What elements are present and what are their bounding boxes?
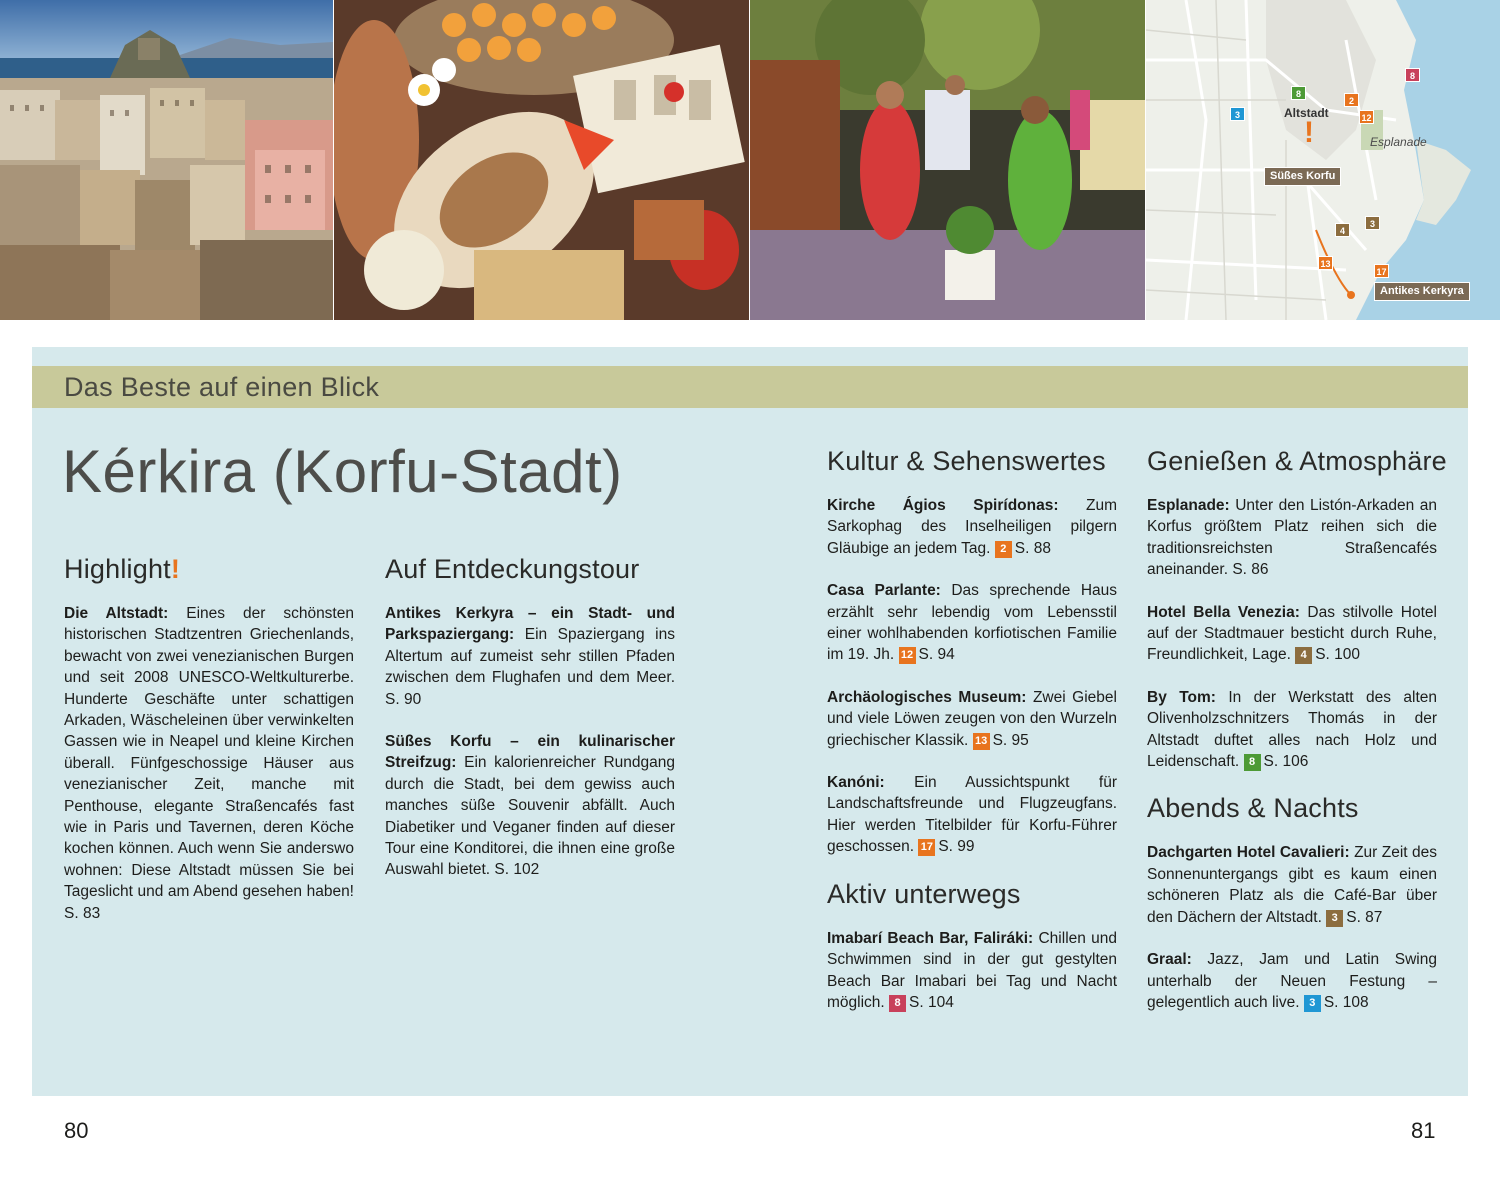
page-reference: S. 108	[1323, 993, 1369, 1011]
column-heading: Kultur & Sehenswertes	[827, 446, 1106, 476]
map-label-tour[interactable]: Süßes Korfu	[1264, 167, 1341, 186]
column-heading: Abends & Nachts	[1147, 793, 1359, 824]
column-highlight	[64, 554, 354, 945]
page-reference: S. 106	[1263, 753, 1309, 771]
entry-name: Archäologisches Museum:	[827, 688, 1027, 706]
map-marker[interactable]: 12	[1359, 110, 1374, 124]
entry-name: Antikes Kerkyra – ein Stadt- und Parkspaziergang:	[385, 605, 675, 644]
entry-name: Esplanade:	[1147, 497, 1230, 514]
entry-paragraph	[827, 928, 1117, 1014]
entry-paragraph	[1147, 687, 1437, 773]
map-reference-badge[interactable]: 12	[899, 647, 916, 664]
entry-paragraph	[827, 772, 1117, 858]
entry-name: By Tom:	[1147, 688, 1216, 706]
entry-name: Die Altstadt:	[64, 605, 169, 622]
entry-paragraph	[64, 603, 354, 924]
photo-old-town	[0, 0, 333, 320]
photo-street-evening	[750, 0, 1145, 320]
map-reference-badge[interactable]: 8	[889, 995, 906, 1012]
map-label-esplanade: Esplanade	[1370, 135, 1427, 149]
page-reference: S. 99	[938, 838, 975, 856]
entry-text: Zum Sarkophag des Inselheiligen pilgern Gläubige an jedem Tag.	[827, 497, 1117, 557]
entry-text: Chillen und Schwimmen sind in der gut gestylten Beach Bar Imabari bei Tag und Nacht möglich.	[827, 929, 1118, 1011]
column-culture	[827, 446, 1117, 1034]
entry-name: Imabarí Beach Bar, Faliráki:	[827, 929, 1034, 947]
map-label-tour[interactable]: Antikes Kerkyra	[1374, 282, 1470, 301]
map-marker[interactable]: 17	[1374, 264, 1389, 278]
entry-text: Zur Zeit des Sonnenuntergangs gibt es kaum einen schöneren Platz als die Café-Bar über den Dächern der Altstadt.	[1147, 844, 1437, 926]
map-marker[interactable]: 2	[1344, 93, 1359, 107]
entry-paragraph	[1147, 602, 1437, 666]
column-heading: Auf Entdeckungstour	[385, 554, 640, 584]
column-tour	[385, 554, 675, 902]
content-panel	[32, 347, 1468, 1096]
entry-name: Kanóni:	[827, 774, 885, 792]
entry-name: Graal:	[1147, 951, 1192, 969]
entry-text: Ein Spaziergang ins Altertum auf zumeist sehr stillen Pfaden zwischen dem Flughafen und dem Meer. S. 90	[385, 626, 675, 708]
page-reference: S. 100	[1315, 646, 1361, 664]
map-marker[interactable]: 3	[1230, 107, 1245, 121]
entry-name: Hotel Bella Venezia:	[1147, 603, 1300, 621]
map-reference-badge[interactable]: 3	[1326, 910, 1343, 927]
map-marker[interactable]: 4	[1335, 223, 1350, 237]
entry-paragraph	[827, 687, 1117, 751]
entry-name: Süßes Korfu – ein kulinarischer Streifzug:	[385, 733, 675, 772]
entry-text: Eines der schönsten historischen Stadtzentren Griechenlands, bewacht von zwei venezianischen Burgen und seit 2008 UNESCO-Weltkulturerbe. Hunderte Geschäfte unter schattigen Arkaden, Wäscheleinen über verwinkelten Gassen wie in Neapel und kleine Kirchen überall. Fünfgeschossige Häuser aus venezianischer Zeit, manche mit Penthouse, elegante Straßencafés fast wie in Paris und Tavernen, deren Köche kochen können. Auch wenn Sie anderswo wohnen: Diese Altstadt müssen Sie bei Tageslicht und am Abend gesehen haben! S. 83	[64, 605, 354, 922]
map-reference-badge[interactable]: 4	[1295, 647, 1312, 664]
entry-text: Unter den Listón-Arkaden an Korfus größtem Platz reihen sich die traditionsreichsten Straßencafés aneinander. S. 86	[1147, 497, 1437, 579]
entry-text: In der Werkstatt des alten Olivenholzschnitzers Thomás in der Altstadt duftet alles nach Holz und Leidenschaft.	[1147, 688, 1437, 771]
map-reference-badge[interactable]: 3	[1304, 995, 1321, 1012]
entry-name: Dachgarten Hotel Cavalieri:	[1147, 844, 1350, 862]
entry-text: Ein kalorienreicher Rundgang durch die Stadt, bei dem gewiss auch manches süße Souvenir abfällt. Auch Diabetiker und Veganer finden auf dieser Tour eine Konditorei, die ihnen eine große Auswahl bietet. S. 102	[385, 754, 675, 879]
entry-paragraph	[1147, 842, 1437, 928]
page-number-left: 80	[64, 1118, 89, 1143]
map-reference-badge[interactable]: 2	[995, 541, 1012, 558]
map-reference-badge[interactable]: 13	[973, 733, 990, 750]
photo-strip	[0, 0, 1500, 320]
page-reference: S. 94	[918, 646, 955, 664]
highlight-marker-icon[interactable]: !	[1304, 116, 1314, 149]
map-label-old-town: Altstadt	[1284, 106, 1329, 120]
photo-sweets	[334, 0, 749, 320]
page-title: Kérkira (Korfu-Stadt)	[62, 438, 623, 505]
entry-text: Ein Aussichtspunkt für Landschaftsfreunde und Flugzeugfans. Hier werden Titelbilder für Korfu-Führer geschossen.	[827, 774, 1117, 856]
entry-paragraph	[385, 603, 675, 710]
entry-text: Das stilvolle Hotel auf der Stadtmauer besticht durch Ruhe, Freundlichkeit, Lage.	[1147, 603, 1437, 664]
page-number-right: 81	[1411, 1118, 1436, 1143]
map-marker[interactable]: 8	[1291, 86, 1306, 100]
entry-text: Zwei Giebel und viele Löwen zeugen von den Wurzeln griechischer Klassik.	[827, 688, 1117, 749]
page-reference: S. 104	[909, 993, 954, 1011]
entry-paragraph	[385, 731, 675, 881]
map-reference-badge[interactable]: 8	[1244, 754, 1261, 771]
column-heading: Genießen & Atmosphäre	[1147, 446, 1447, 476]
page-reference: S. 95	[992, 731, 1029, 749]
map-reference-badge[interactable]: 17	[918, 839, 935, 856]
column-heading: Aktiv unterwegs	[827, 878, 1021, 909]
page-reference: S. 88	[1014, 539, 1051, 557]
entry-paragraph	[827, 580, 1117, 666]
column-enjoy	[1147, 446, 1447, 1034]
map-marker[interactable]: 3	[1365, 216, 1380, 230]
column-heading: Highlight!	[64, 554, 181, 584]
map-marker[interactable]: 13	[1318, 256, 1333, 270]
entry-name: Casa Parlante:	[827, 582, 941, 600]
entry-text: Das sprechende Haus erzählt sehr lebendig vom Lebensstil einer wohlhabenden korfiotischen Familie im 19. Jh.	[827, 582, 1117, 664]
entry-paragraph	[1147, 949, 1437, 1013]
highlight-exclamation-icon: !	[170, 554, 181, 584]
map-marker[interactable]: 8	[1405, 68, 1420, 82]
section-label: Das Beste auf einen Blick	[64, 372, 380, 402]
entry-name: Kirche Ágios Spirídonas:	[827, 497, 1059, 514]
entry-paragraph	[1147, 495, 1437, 581]
city-map	[1146, 0, 1500, 320]
entry-text: Jazz, Jam und Latin Swing unterhalb der Neuen Festung – gelegentlich auch live.	[1147, 951, 1437, 1011]
section-bar	[32, 366, 1468, 408]
page-reference: S. 87	[1346, 908, 1383, 926]
entry-paragraph	[827, 495, 1117, 559]
